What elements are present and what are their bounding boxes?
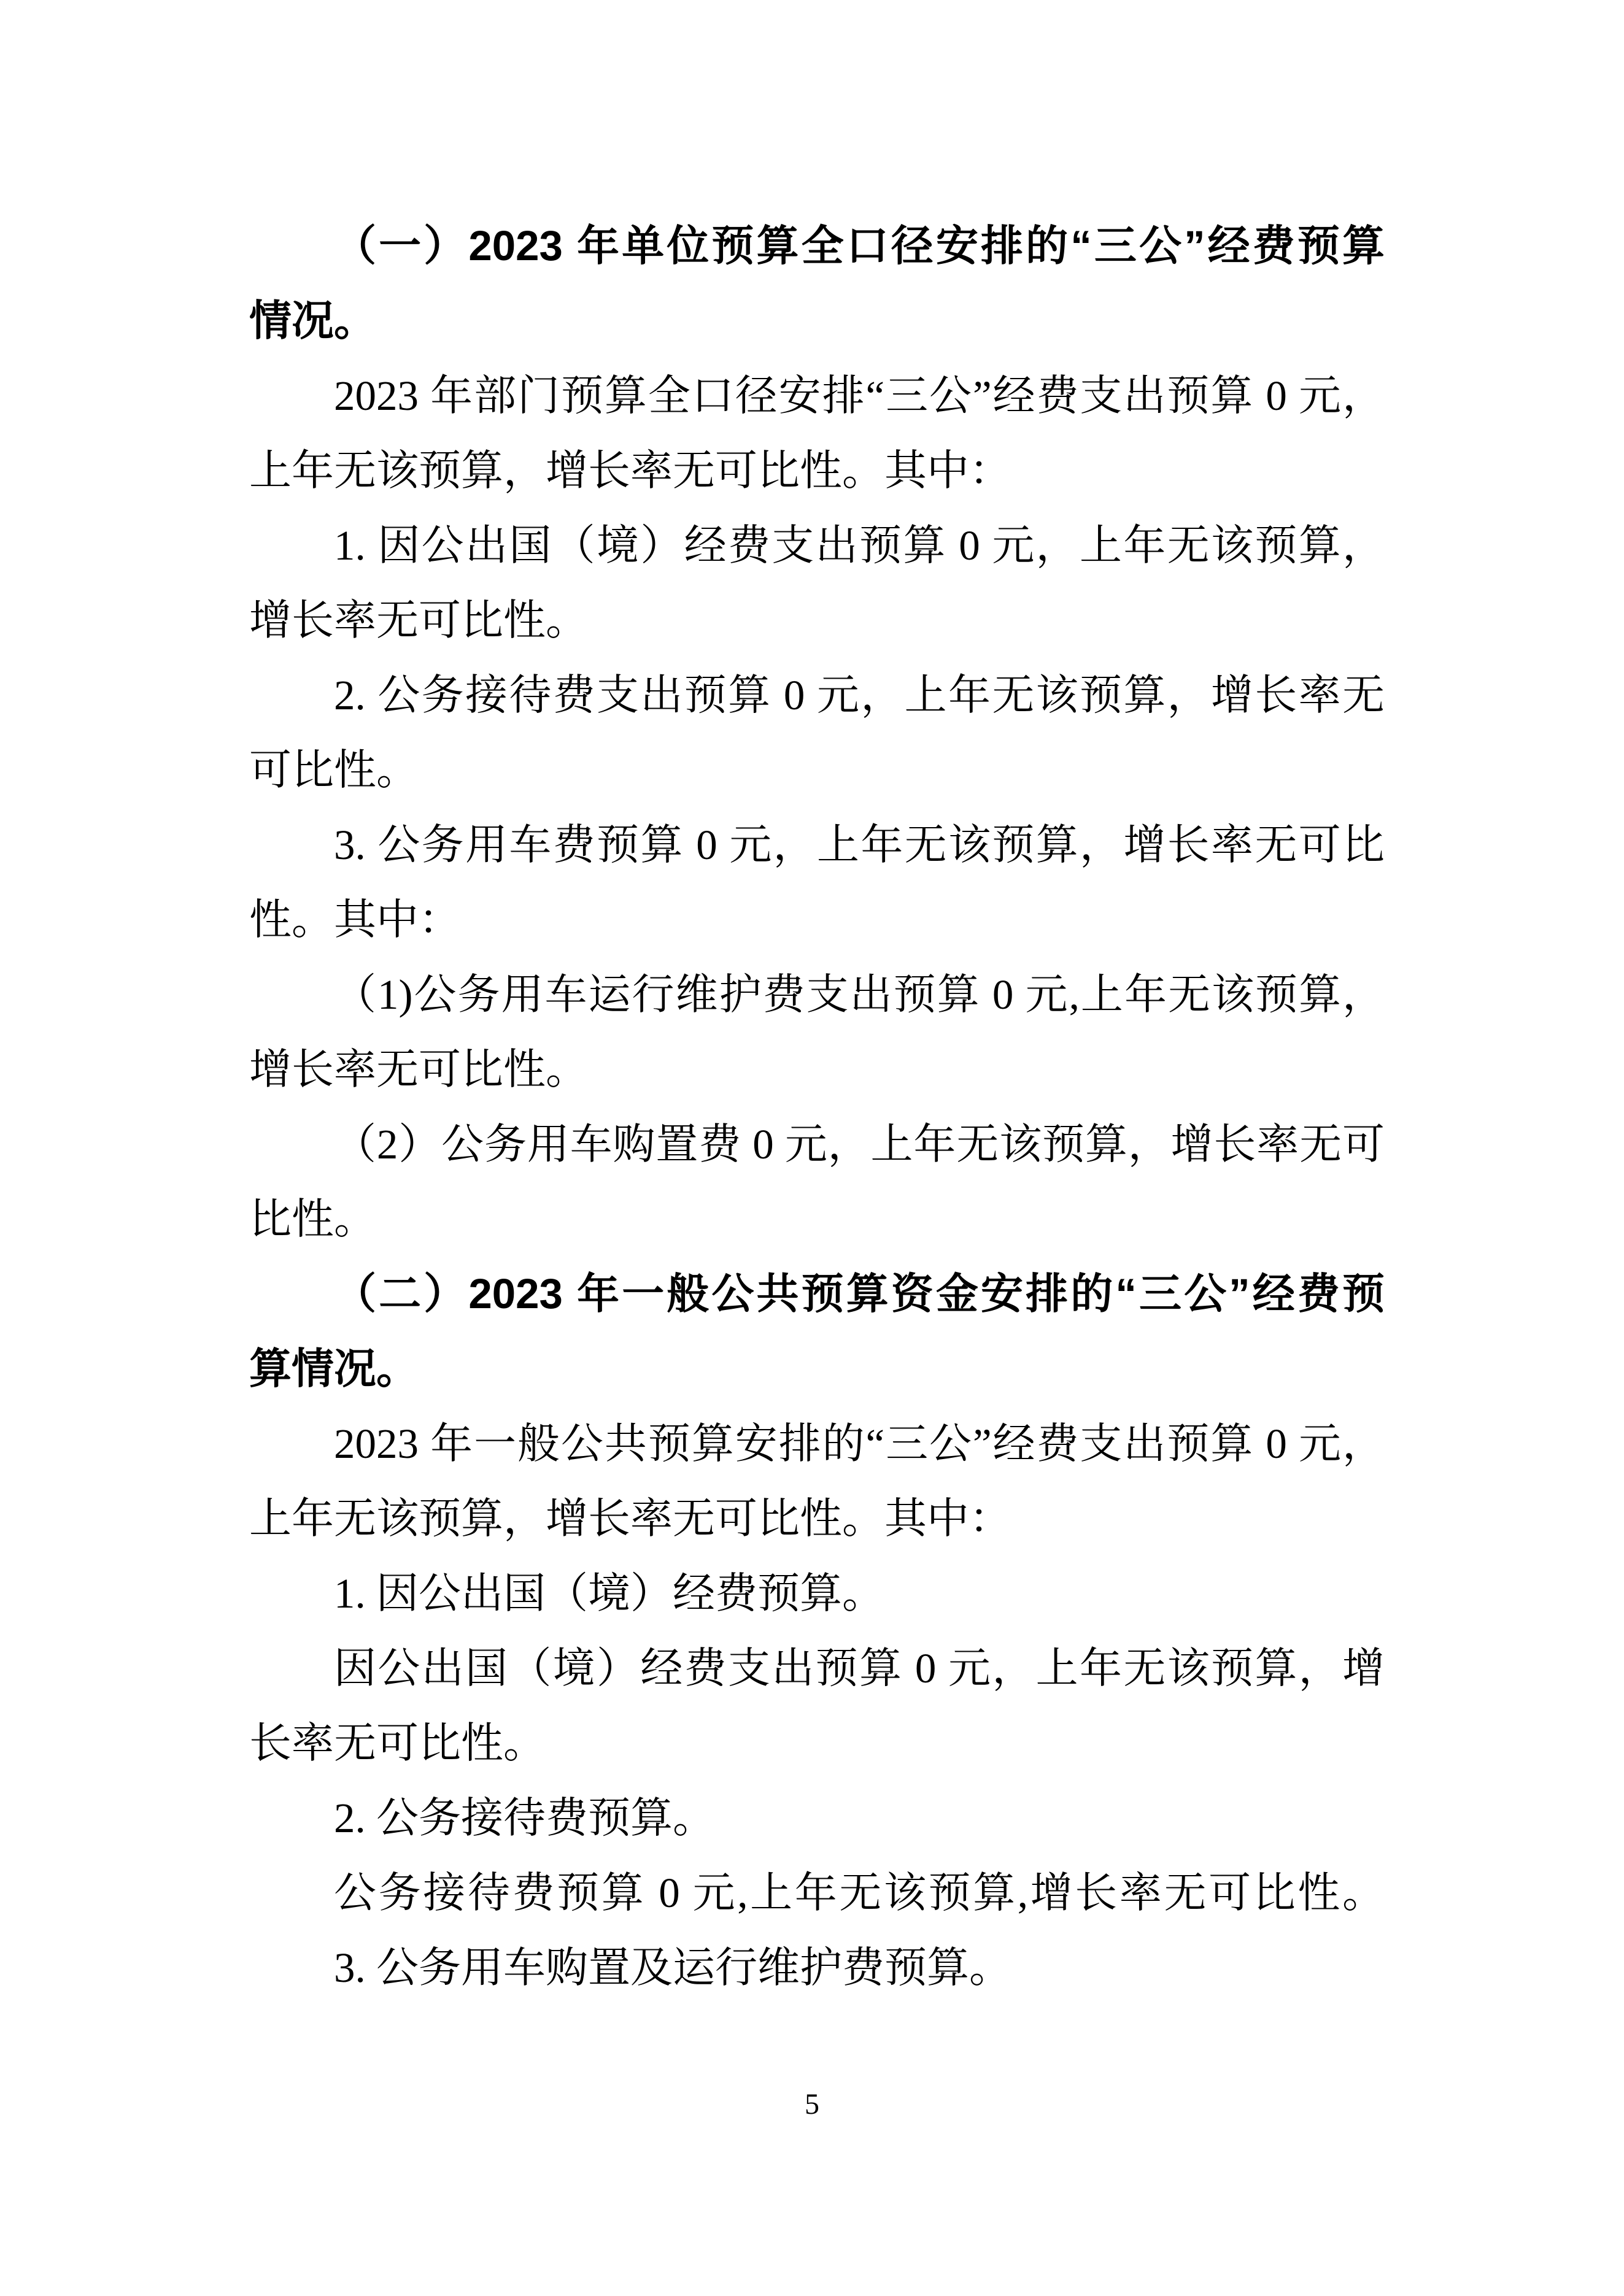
text-line: 增长率无可比性。	[249, 1046, 588, 1093]
text-line: 2023 年一般公共预算安排的“三公”经费支出预算 0 元，	[334, 1420, 1385, 1467]
text-line: 上年无该预算，增长率无可比性。其中：	[249, 447, 1011, 494]
document-body	[249, 209, 1385, 2005]
text-line: 2. 公务接待费支出预算 0 元，上年无该预算，增长率无	[334, 672, 1385, 718]
text-line: 1. 因公出国（境）经费支出预算 0 元，上年无该预算，	[334, 522, 1385, 569]
text-line: （二）2023 年一般公共预算资金安排的“三公”经费预	[334, 1270, 1385, 1317]
text-line: 比性。	[249, 1196, 376, 1242]
text-line: 可比性。	[249, 747, 419, 793]
text-line: 算情况。	[249, 1345, 419, 1392]
text-line: 情况。	[249, 297, 376, 344]
text-line: 因公出国（境）经费支出预算 0 元，上年无该预算，增	[334, 1645, 1385, 1692]
text-line: 1. 因公出国（境）经费预算。	[334, 1570, 884, 1617]
text-line: 公务接待费预算 0 元,上年无该预算,增长率无可比性。	[334, 1870, 1385, 1916]
text-line: 3. 公务用车购置及运行维护费预算。	[334, 1944, 1011, 1991]
text-line: 2023 年部门预算全口径安排“三公”经费支出预算 0 元，	[334, 372, 1385, 419]
text-line: （1)公务用车运行维护费支出预算 0 元,上年无该预算，	[334, 971, 1385, 1018]
text-line: 上年无该预算，增长率无可比性。其中：	[249, 1495, 1011, 1542]
text-line: （2）公务用车购置费 0 元，上年无该预算，增长率无可	[334, 1121, 1385, 1168]
text-line: 性。其中：	[249, 896, 461, 943]
page-number: 5	[805, 2088, 819, 2121]
text-line: 长率无可比性。	[249, 1720, 546, 1766]
text-line: 3. 公务用车费预算 0 元，上年无该预算，增长率无可比	[334, 822, 1385, 868]
text-line: （一）2023 年单位预算全口径安排的“三公”经费预算	[334, 222, 1385, 269]
text-line: 2. 公务接待费预算。	[334, 1795, 715, 1841]
text-line: 增长率无可比性。	[249, 597, 588, 644]
